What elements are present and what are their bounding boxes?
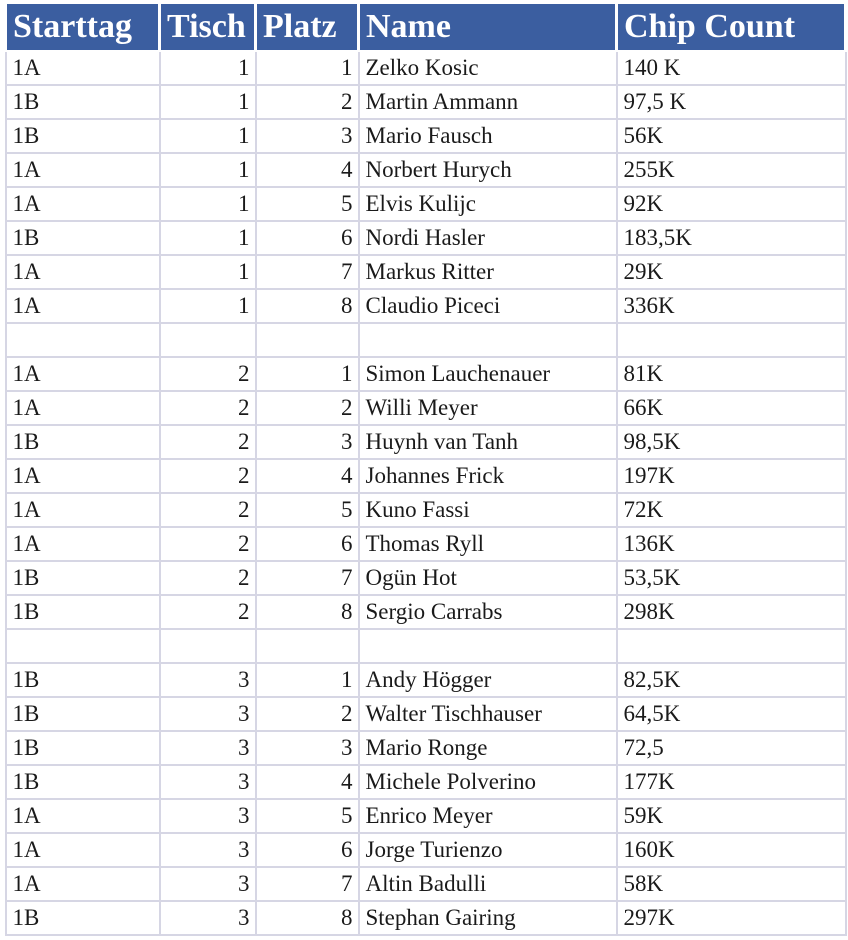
table-row [6,221,846,255]
name-cell: Mario Fausch [359,119,617,153]
table-body [6,51,846,935]
starttag-cell: 1B [6,697,160,731]
tisch-cell: 1 [160,153,256,187]
empty-cell [6,323,160,357]
tisch-cell: 2 [160,493,256,527]
table-row [6,255,846,289]
chip-count-cell: 82,5K [617,663,846,697]
chip-count-cell: 81K [617,357,846,391]
chip-count-cell: 160K [617,833,846,867]
tisch-cell: 3 [160,697,256,731]
chip-count-cell: 140 K [617,51,846,85]
table-row [6,901,846,935]
chip-count-cell: 64,5K [617,697,846,731]
platz-cell: 3 [256,425,359,459]
table-row [6,391,846,425]
starttag-cell: 1A [6,289,160,323]
table-row [6,357,846,391]
chip-count-cell: 66K [617,391,846,425]
tisch-cell: 1 [160,255,256,289]
spacer-row [6,323,846,357]
table-row [6,799,846,833]
tisch-cell: 1 [160,289,256,323]
starttag-cell: 1B [6,119,160,153]
name-cell: Michele Polverino [359,765,617,799]
chip-count-cell: 136K [617,527,846,561]
platz-cell: 8 [256,595,359,629]
starttag-cell: 1B [6,85,160,119]
starttag-cell: 1A [6,493,160,527]
platz-cell: 6 [256,221,359,255]
starttag-cell: 1A [6,527,160,561]
empty-cell [160,629,256,663]
tisch-cell: 2 [160,425,256,459]
name-cell: Mario Ronge [359,731,617,765]
starttag-cell: 1A [6,153,160,187]
empty-cell [6,629,160,663]
chip-count-cell: 297K [617,901,846,935]
name-cell: Claudio Piceci [359,289,617,323]
starttag-cell: 1A [6,255,160,289]
tisch-cell: 1 [160,119,256,153]
platz-cell: 2 [256,391,359,425]
platz-cell: 1 [256,663,359,697]
chip-count-cell: 58K [617,867,846,901]
platz-cell: 4 [256,153,359,187]
name-cell: Elvis Kulijc [359,187,617,221]
empty-cell [617,629,846,663]
chip-count-cell: 255K [617,153,846,187]
tisch-cell: 2 [160,595,256,629]
platz-cell: 2 [256,697,359,731]
name-cell: Willi Meyer [359,391,617,425]
chip-count-cell: 336K [617,289,846,323]
platz-cell: 6 [256,833,359,867]
table-row [6,867,846,901]
name-cell: Enrico Meyer [359,799,617,833]
header-platz: Platz [256,4,359,51]
tisch-cell: 1 [160,51,256,85]
starttag-cell: 1B [6,561,160,595]
chip-count-cell: 59K [617,799,846,833]
starttag-cell: 1B [6,901,160,935]
empty-cell [359,323,617,357]
table-row [6,51,846,85]
chip-count-cell: 72K [617,493,846,527]
table-row [6,527,846,561]
platz-cell: 5 [256,493,359,527]
platz-cell: 1 [256,357,359,391]
empty-cell [160,323,256,357]
platz-cell: 4 [256,765,359,799]
starttag-cell: 1B [6,663,160,697]
table-row [6,595,846,629]
chip-count-cell: 177K [617,765,846,799]
tisch-cell: 2 [160,459,256,493]
chip-count-cell: 29K [617,255,846,289]
table-row [6,153,846,187]
chip-count-cell: 197K [617,459,846,493]
platz-cell: 3 [256,731,359,765]
empty-cell [359,629,617,663]
tisch-cell: 1 [160,187,256,221]
starttag-cell: 1A [6,187,160,221]
table-row [6,119,846,153]
name-cell: Kuno Fassi [359,493,617,527]
table-row [6,425,846,459]
tisch-cell: 3 [160,867,256,901]
tisch-cell: 3 [160,799,256,833]
table-row [6,459,846,493]
platz-cell: 7 [256,561,359,595]
name-cell: Martin Ammann [359,85,617,119]
name-cell: Sergio Carrabs [359,595,617,629]
spacer-row [6,629,846,663]
chip-count-cell: 56K [617,119,846,153]
name-cell: Markus Ritter [359,255,617,289]
starttag-cell: 1B [6,765,160,799]
platz-cell: 5 [256,187,359,221]
header-tisch: Tisch [160,4,256,51]
name-cell: Stephan Gairing [359,901,617,935]
starttag-cell: 1A [6,459,160,493]
chip-count-cell: 72,5 [617,731,846,765]
chip-count-cell: 98,5K [617,425,846,459]
table-row [6,663,846,697]
tisch-cell: 3 [160,765,256,799]
starttag-cell: 1A [6,867,160,901]
name-cell: Simon Lauchenauer [359,357,617,391]
table-row [6,85,846,119]
starttag-cell: 1B [6,221,160,255]
tisch-cell: 3 [160,833,256,867]
empty-cell [256,323,359,357]
starttag-cell: 1B [6,425,160,459]
table-row [6,493,846,527]
name-cell: Thomas Ryll [359,527,617,561]
chip-count-cell: 92K [617,187,846,221]
chip-count-cell: 53,5K [617,561,846,595]
name-cell: Jorge Turienzo [359,833,617,867]
table-row [6,187,846,221]
starttag-cell: 1A [6,51,160,85]
starttag-cell: 1A [6,391,160,425]
name-cell: Andy Högger [359,663,617,697]
name-cell: Huynh van Tanh [359,425,617,459]
chip-count-cell: 97,5 K [617,85,846,119]
empty-cell [256,629,359,663]
name-cell: Ogün Hot [359,561,617,595]
platz-cell: 5 [256,799,359,833]
tisch-cell: 2 [160,527,256,561]
tisch-cell: 2 [160,391,256,425]
name-cell: Walter Tischhauser [359,697,617,731]
platz-cell: 8 [256,901,359,935]
name-cell: Norbert Hurych [359,153,617,187]
table-row [6,731,846,765]
tisch-cell: 1 [160,221,256,255]
empty-cell [617,323,846,357]
starttag-cell: 1A [6,833,160,867]
starttag-cell: 1A [6,357,160,391]
tisch-cell: 2 [160,357,256,391]
header-name: Name [359,4,617,51]
chip-count-cell: 298K [617,595,846,629]
platz-cell: 3 [256,119,359,153]
table-row [6,833,846,867]
platz-cell: 4 [256,459,359,493]
header-row [6,4,846,51]
chip-count-cell: 183,5K [617,221,846,255]
name-cell: Johannes Frick [359,459,617,493]
platz-cell: 2 [256,85,359,119]
table-row [6,697,846,731]
platz-cell: 1 [256,51,359,85]
platz-cell: 7 [256,255,359,289]
name-cell: Zelko Kosic [359,51,617,85]
starttag-cell: 1B [6,595,160,629]
table-row [6,561,846,595]
tisch-cell: 1 [160,85,256,119]
tisch-cell: 3 [160,663,256,697]
tisch-cell: 2 [160,561,256,595]
seating-table [4,4,847,936]
platz-cell: 7 [256,867,359,901]
starttag-cell: 1A [6,799,160,833]
header-starttag: Starttag [6,4,160,51]
header-chip-count: Chip Count [617,4,846,51]
platz-cell: 6 [256,527,359,561]
name-cell: Nordi Hasler [359,221,617,255]
starttag-cell: 1B [6,731,160,765]
table-row [6,289,846,323]
table-row [6,765,846,799]
tisch-cell: 3 [160,901,256,935]
name-cell: Altin Badulli [359,867,617,901]
platz-cell: 8 [256,289,359,323]
tisch-cell: 3 [160,731,256,765]
